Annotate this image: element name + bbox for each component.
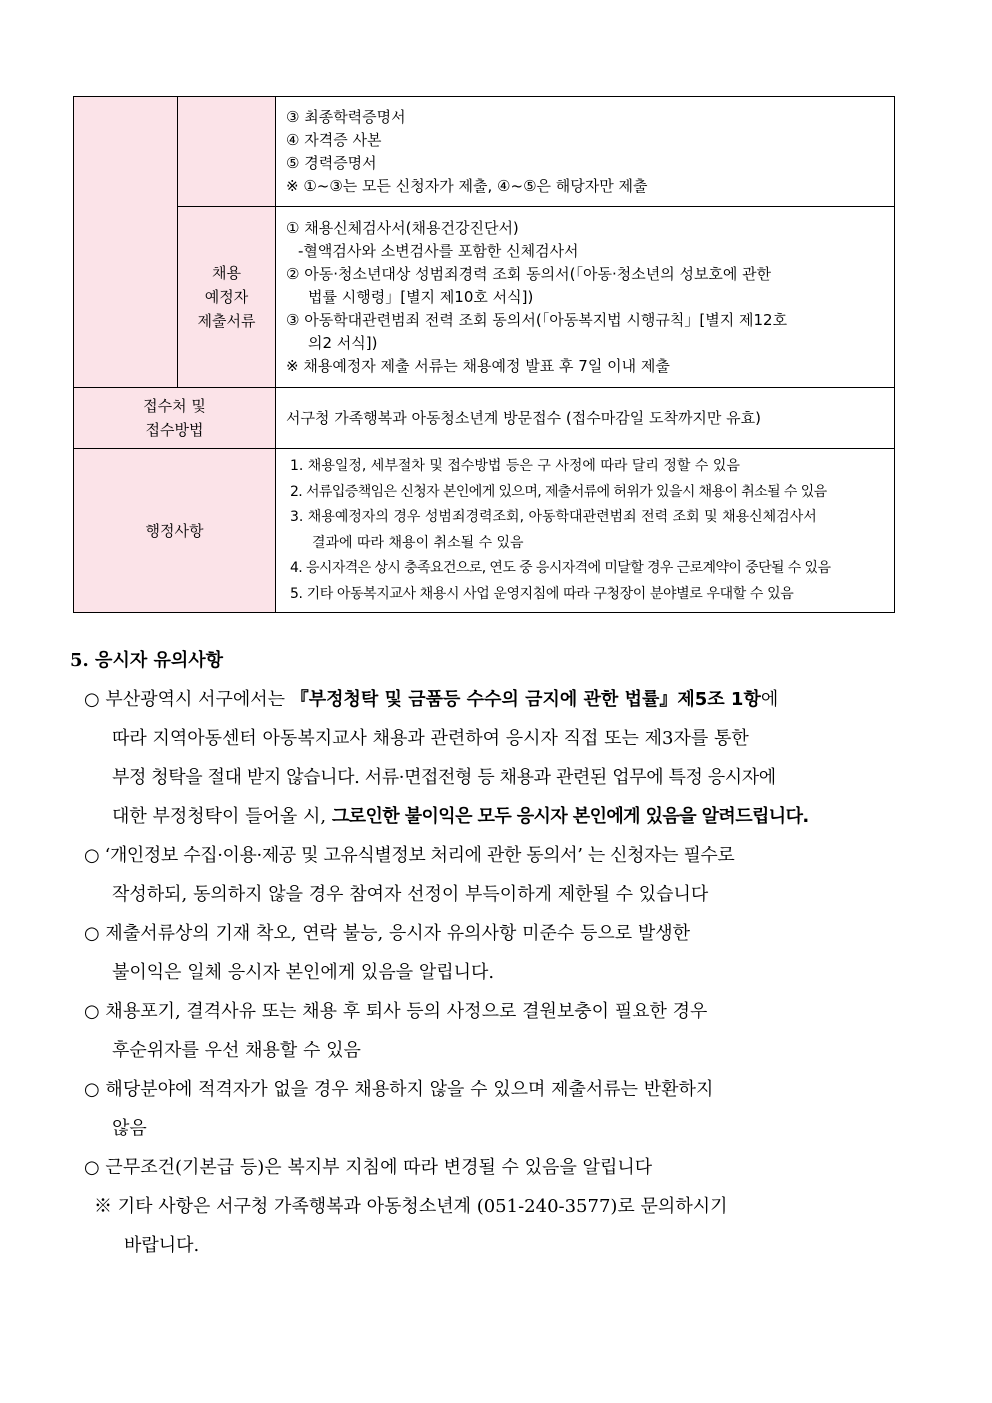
document-item: ② 아동·청소년대상 성범죄경력 조회 동의서(「아동·청소년의 성보호에 관한: [286, 264, 772, 283]
document-item: ① 채용신체검사서(채용건강진단서): [286, 218, 519, 237]
document-item: ④ 자격증 사본: [286, 130, 382, 149]
notice-bullet: [84, 1148, 914, 1187]
admin-item: 2. 서류입증책임은 신청자 본인에게 있으며, 제출서류에 허위가 있을시 채용이 취소될 수 있음: [290, 483, 827, 500]
document-item: ③ 아동학대관련범죄 전력 조회 동의서(「아동복지법 시행규칙」[별지 제12호: [286, 310, 788, 329]
bullet-line: ○ 해당분야에 적격자가 없을 경우 채용하지 않을 수 있으며 제출서류는 반환하지: [84, 1079, 714, 1100]
label-line: 채용: [212, 264, 241, 282]
document-note: ※ 채용예정자 제출 서류는 채용예정 발표 후 7일 이내 제출: [286, 356, 670, 375]
admin-item: 5. 기타 아동복지교사 채용시 사업 운영지침에 따라 구청장이 분야별로 우대할 수 있음: [290, 585, 794, 602]
document-item: ③ 최종학력증명서: [286, 107, 406, 126]
label-line: 접수방법: [145, 421, 204, 439]
admin-item: 1. 채용일정, 세부절차 및 접수방법 등은 구 사정에 따라 달리 정할 수 있음: [290, 458, 740, 474]
bullet-line: ○ 채용포기, 결격사유 또는 채용 후 퇴사 등의 사정으로 결원보충이 필요한 경우: [84, 1001, 708, 1022]
bullet-line: 부정 청탁을 절대 받지 않습니다. 서류·면접전형 등 채용과 관련된 업무에 특정 응시자에: [112, 767, 776, 788]
law-title: 『부정청탁 및 금품등 수수의 금지에 관한 법률』제5조 1항: [290, 689, 761, 710]
admin-item: 4. 응시자격은 상시 충족요건으로, 연도 중 응시자격에 미달할 경우 근로계약이 중단될 수 있음: [290, 560, 831, 576]
admin-item-detail: 결과에 따라 채용이 취소될 수 있음: [312, 534, 524, 551]
contact-note: [94, 1187, 727, 1265]
text: ○ 부산광역시 서구에서는: [84, 689, 291, 710]
notice-bullet: [84, 914, 914, 992]
section-title: 5. 응시자 유의사항: [70, 650, 224, 671]
label-line: 예정자: [204, 288, 249, 306]
table-row: [74, 388, 895, 449]
notice-bullet: [84, 1070, 914, 1148]
bullet-line: 후순위자를 우선 채용할 수 있음: [112, 1040, 361, 1061]
bullet-line: [84, 797, 914, 836]
bullet-line: ○ 제출서류상의 기재 착오, 연락 불능, 응시자 유의사항 미준수 등으로 발생한: [84, 923, 691, 944]
bullet-line: 않음: [112, 1118, 147, 1139]
notice-bullet: [84, 836, 914, 914]
reception-cell: [276, 388, 895, 449]
document-table: [73, 96, 895, 613]
documents-cell: [276, 97, 895, 207]
pre-hire-documents-cell: [276, 207, 895, 388]
bullet-line: [84, 680, 914, 719]
admin-cell: [276, 449, 895, 613]
pre-hire-label: [178, 207, 276, 388]
label-line: 접수처 및: [143, 397, 206, 415]
document-item: ⑤ 경력증명서: [286, 153, 377, 172]
text: 에: [760, 689, 779, 710]
emphasis-text: 그로인한 불이익은 모두 응시자 본인에게 있음을 알려드립니다.: [331, 806, 809, 827]
document-item-detail: -혈액검사와 소변검사를 포함한 신체검사서: [298, 241, 579, 260]
label-line: 제출서류: [197, 312, 256, 330]
table-row: [74, 97, 895, 207]
note-line: ※ 기타 사항은 서구청 가족행복과 아동청소년계 (051-240-3577)로 문의하시기: [94, 1196, 728, 1217]
admin-item: 3. 채용예정자의 경우 성범죄경력조회, 아동학대관련범죄 전력 조회 및 채용신체검사서: [290, 509, 817, 525]
subcategory-cell: [178, 97, 276, 207]
notice-bullet: [84, 680, 914, 836]
bullet-line: 불이익은 일체 응시자 본인에게 있음을 알립니다.: [112, 962, 495, 983]
bullet-line: ○ 근무조건(기본급 등)은 복지부 지침에 따라 변경될 수 있음을 알립니다: [84, 1157, 653, 1178]
category-cell: [74, 97, 178, 388]
bullet-line: 작성하되, 동의하지 않을 경우 참여자 선정이 부득이하게 제한될 수 있습니다: [112, 884, 709, 905]
admin-label: [74, 449, 276, 613]
table-row: [74, 207, 895, 388]
reception-text: 서구청 가족행복과 아동청소년계 방문접수 (접수마감일 도착까지만 유효): [286, 408, 762, 427]
notice-bullet: [84, 992, 914, 1070]
note-line: 바랍니다.: [124, 1235, 200, 1256]
table-row: [74, 449, 895, 613]
bullet-line: ○ ‘개인정보 수집·이용·제공 및 고유식별정보 처리에 관한 동의서’ 는 신청자는 필수로: [84, 845, 735, 866]
document-item-detail: 의2 서식]): [308, 333, 378, 352]
document-item-detail: 법률 시행령」[별지 제10호 서식]): [308, 287, 534, 306]
bullet-line: 따라 지역아동센터 아동복지교사 채용과 관련하여 응시자 직접 또는 제3자를 통한: [112, 728, 749, 749]
label-text: 행정사항: [145, 521, 204, 540]
document-note: ※ ①~③는 모든 신청자가 제출, ④~⑤은 해당자만 제출: [286, 176, 648, 195]
reception-label: [74, 388, 276, 449]
text: 대한 부정청탁이 들어올 시,: [112, 806, 332, 827]
